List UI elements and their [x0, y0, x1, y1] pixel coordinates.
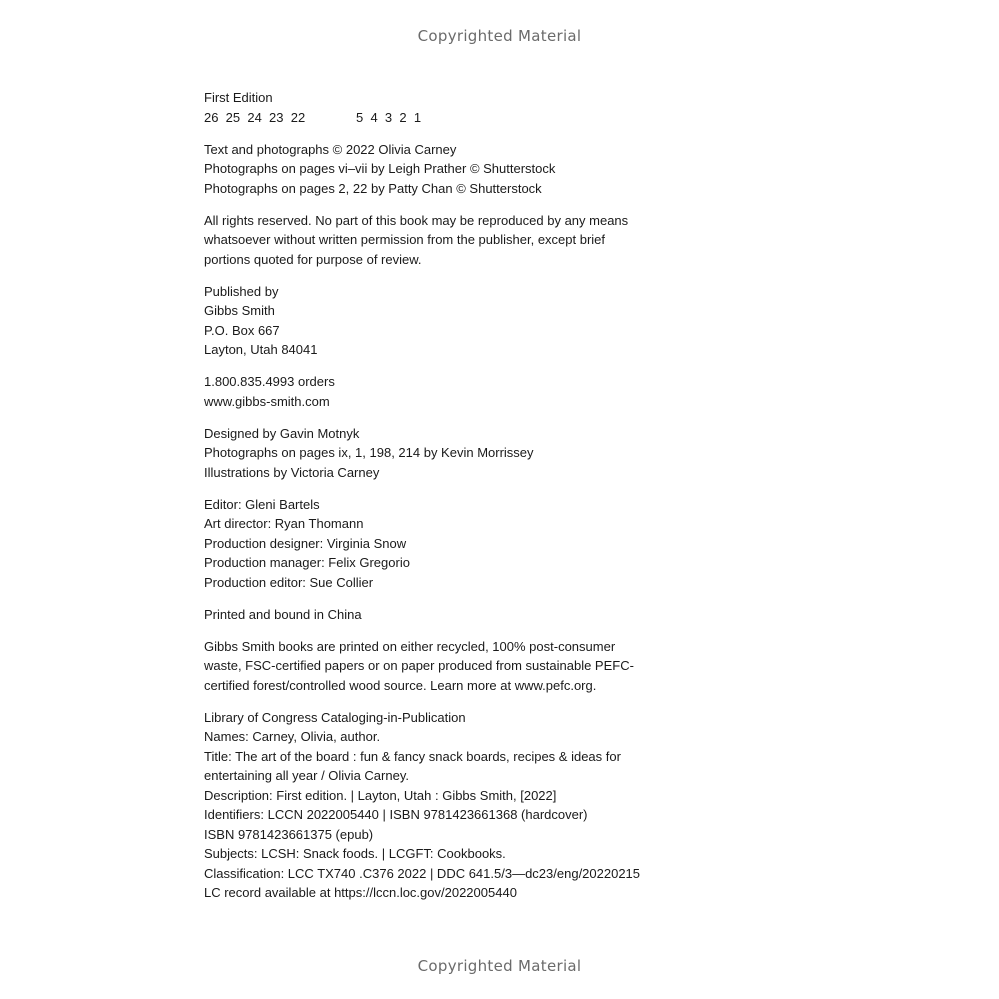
cip-line: Title: The art of the board : fun & fancy snack boards, recipes & ideas for: [204, 748, 621, 764]
cip-line: entertaining all year / Olivia Carney.: [204, 768, 409, 783]
printed-line: Printed and bound in China: [204, 606, 362, 622]
rights-line: portions quoted for purpose of review.: [204, 251, 422, 267]
edition-block: [204, 88, 644, 127]
staff-line: Editor: Gleni Bartels: [204, 496, 320, 512]
rights-line: All rights reserved. No part of this book may be reproduced by any means: [204, 212, 629, 228]
paper-block: [204, 637, 644, 696]
paper-line: certified forest/controlled wood source. Learn more at www.pefc.org.: [204, 677, 597, 693]
paper-line: waste, FSC-certified papers or on paper produced from sustainable PEFC-: [204, 658, 634, 673]
copyright-watermark-top: Copyrighted Material: [417, 27, 582, 45]
design-line: Designed by Gavin Motnyk: [204, 425, 360, 441]
cip-line: Subjects: LCSH: Snack foods. | LCGFT: Cookbooks.: [204, 846, 506, 861]
staff-line: Production manager: Felix Gregorio: [204, 555, 410, 570]
cip-line: LC record available at https://lccn.loc.gov/2022005440: [204, 885, 517, 900]
rights-line: whatsoever without written permission from the publisher, except brief: [204, 232, 606, 247]
cip-line: ISBN 9781423661375 (epub): [204, 826, 374, 842]
credit-line: Photographs on pages vi–vii by Leigh Prather © Shutterstock: [204, 161, 556, 176]
printed-block: [204, 605, 644, 625]
design-line: Illustrations by Victoria Carney: [204, 464, 380, 480]
credit-line: Photographs on pages 2, 22 by Patty Chan © Shutterstock: [204, 180, 542, 196]
publisher-line: P.O. Box 667: [204, 322, 280, 338]
publisher-block: [204, 282, 644, 360]
contact-block: [204, 372, 644, 411]
cip-line: Names: Carney, Olivia, author.: [204, 729, 381, 744]
cip-line: Library of Congress Cataloging-in-Publication: [204, 709, 466, 725]
cip-line: Identifiers: LCCN 2022005440 | ISBN 9781423661368 (hardcover): [204, 807, 588, 822]
cip-block: [204, 708, 644, 903]
cip-line: Description: First edition. | Layton, Utah : Gibbs Smith, [2022]: [204, 787, 557, 803]
staff-line: Art director: Ryan Thomann: [204, 516, 364, 531]
staff-line: Production designer: Virginia Snow: [204, 535, 407, 551]
design-line: Photographs on pages ix, 1, 198, 214 by Kevin Morrissey: [204, 445, 534, 460]
printing-line: [204, 108, 644, 128]
cip-line: Classification: LCC TX740 .C376 2022 | DDC 641.5/3—dc23/eng/20220215: [204, 865, 641, 881]
contact-phone: 1.800.835.4993 orders: [204, 374, 335, 389]
contact-website: www.gibbs-smith.com: [204, 393, 330, 409]
publisher-line: Published by: [204, 283, 279, 299]
staff-block: [204, 495, 644, 593]
publisher-line: Layton, Utah 84041: [204, 342, 318, 357]
copyright-watermark-bottom: Copyrighted Material: [417, 957, 582, 975]
rights-block: [204, 211, 644, 270]
printing-numbers: 5 4 3 2 1: [356, 109, 422, 125]
design-credits-block: [204, 424, 644, 483]
paper-line: Gibbs Smith books are printed on either recycled, 100% post-consumer: [204, 638, 616, 654]
credit-line: Text and photographs © 2022 Olivia Carney: [204, 141, 457, 157]
staff-line: Production editor: Sue Collier: [204, 574, 374, 590]
printing-years: 26 25 24 23 22: [204, 109, 306, 125]
publisher-line: Gibbs Smith: [204, 303, 275, 318]
copyright-page-body: [204, 88, 644, 915]
photo-credits-block: [204, 140, 644, 199]
edition-label: First Edition: [204, 90, 273, 105]
